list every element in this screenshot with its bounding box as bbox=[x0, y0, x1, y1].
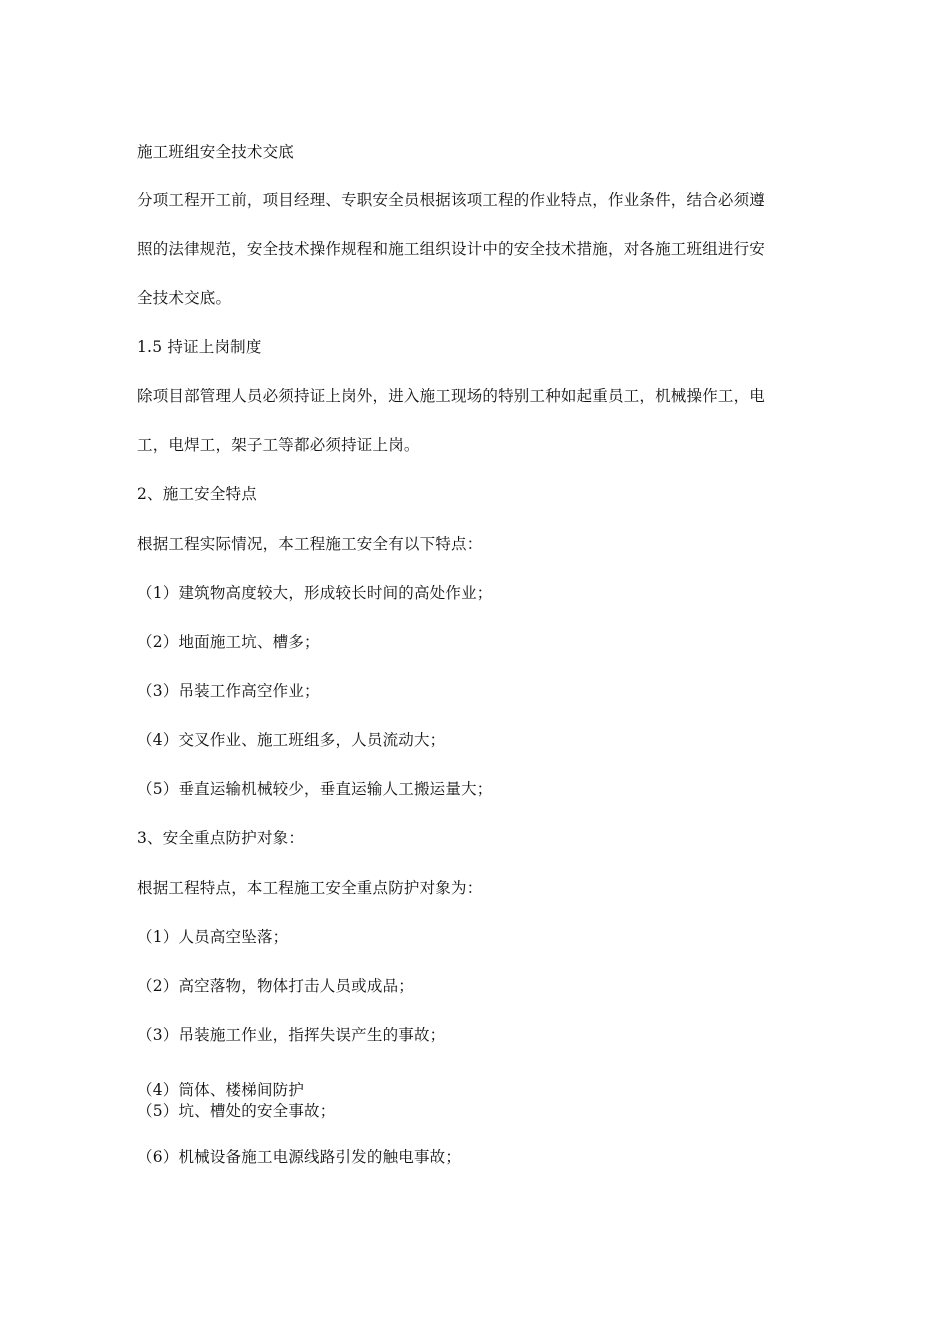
list-item: （6）机械设备施工电源线路引发的触电事故； bbox=[137, 1148, 462, 1166]
section-title: 施工班组安全技术交底 bbox=[137, 143, 295, 161]
paragraph-line: 除项目部管理人员必须持证上岗外，进入施工现场的特别工种如起重员工，机械操作工，电 bbox=[137, 387, 766, 405]
list-item: （1）人员高空坠落； bbox=[137, 928, 289, 946]
list-item: （3）吊装工作高空作业； bbox=[137, 682, 320, 700]
list-item: （2）地面施工坑、槽多； bbox=[137, 633, 320, 651]
paragraph-line: 照的法律规范，安全技术操作规程和施工组织设计中的安全技术措施，对各施工班组进行安 bbox=[137, 240, 766, 258]
paragraph-line: 全技术交底。 bbox=[137, 289, 232, 307]
list-item: （4）交叉作业、施工班组多，人员流动大； bbox=[137, 731, 446, 749]
paragraph-line: 工，电焊工，架子工等都必须持证上岗。 bbox=[137, 436, 420, 454]
intro-text: 根据工程特点，本工程施工安全重点防护对象为： bbox=[137, 879, 483, 897]
heading-1-5: 1.5 持证上岗制度 bbox=[137, 338, 262, 356]
list-item: （5）垂直运输机械较少，垂直运输人工搬运量大； bbox=[137, 780, 493, 798]
heading-2: 2、施工安全特点 bbox=[137, 485, 257, 503]
list-item: （1）建筑物高度较大，形成较长时间的高处作业； bbox=[137, 584, 493, 602]
intro-text: 根据工程实际情况，本工程施工安全有以下特点： bbox=[137, 535, 483, 553]
heading-3: 3、安全重点防护对象： bbox=[137, 829, 305, 847]
paragraph-line: 分项工程开工前，项目经理、专职安全员根据该项工程的作业特点，作业条件，结合必须遵 bbox=[137, 191, 766, 209]
list-item: （5）坑、槽处的安全事故； bbox=[137, 1102, 336, 1120]
list-item: （3）吊装施工作业，指挥失误产生的事故； bbox=[137, 1026, 446, 1044]
list-item: （2）高空落物，物体打击人员或成品； bbox=[137, 977, 414, 995]
list-item: （4）筒体、楼梯间防护 bbox=[137, 1081, 305, 1099]
